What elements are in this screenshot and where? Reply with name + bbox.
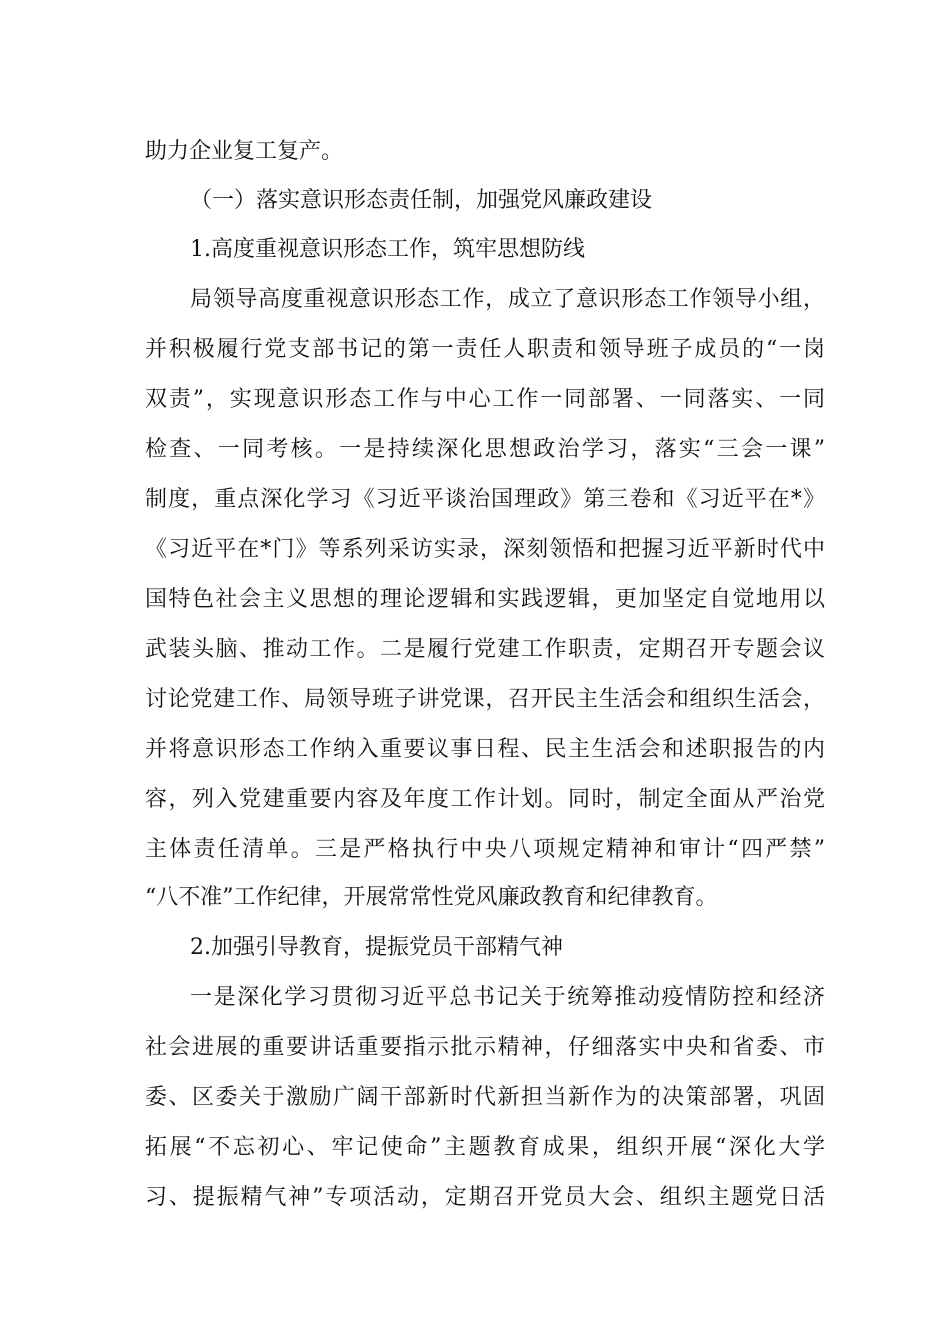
paragraph-line: 武装头脑、推动工作。二是履行党建工作职责，定期召开专题会议: [145, 637, 825, 662]
paragraph-line: 习、提振精气神”专项活动，定期召开党员大会、组织主题党日活: [145, 1185, 825, 1210]
paragraph-line: 一是深化学习贯彻习近平总书记关于统筹推动疫情防控和经济: [190, 985, 825, 1010]
subsection-heading: 2.加强引导教育，提振党员干部精气神: [190, 935, 563, 960]
paragraph-line: 《习近平在*门》等系列采访实录，深刻领悟和把握习近平新时代中: [145, 537, 825, 562]
paragraph-line: 主体责任清单。三是严格执行中央八项规定精神和审计“四严禁”: [145, 837, 825, 862]
paragraph-line: 局领导高度重视意识形态工作，成立了意识形态工作领导小组，: [190, 287, 825, 312]
paragraph-line: 检查、一同考核。一是持续深化思想政治学习，落实“三会一课”: [145, 437, 825, 462]
paragraph-line: 国特色社会主义思想的理论逻辑和实践逻辑，更加坚定自觉地用以: [145, 587, 825, 612]
paragraph-line: 社会进展的重要讲话重要指示批示精神，仔细落实中央和省委、市: [145, 1035, 825, 1060]
subsection-heading: 1.高度重视意识形态工作，筑牢思想防线: [190, 237, 585, 262]
paragraph-line: “八不准”工作纪律，开展常常性党风廉政教育和纪律教育。: [145, 885, 718, 910]
paragraph-line: 双责”，实现意识形态工作与中心工作一同部署、一同落实、一同: [145, 387, 825, 412]
paragraph-line: 并将意识形态工作纳入重要议事日程、民主生活会和述职报告的内: [145, 737, 825, 762]
paragraph-line: 讨论党建工作、局领导班子讲党课，召开民主生活会和组织生活会，: [145, 687, 825, 712]
section-heading: （一）落实意识形态责任制，加强党风廉政建设: [190, 188, 653, 213]
paragraph-line: 并积极履行党支部书记的第一责任人职责和领导班子成员的“一岗: [145, 337, 825, 362]
paragraph-line: 拓展“不忘初心、牢记使命”主题教育成果，组织开展“深化大学: [145, 1135, 825, 1160]
paragraph-line: 委、区委关于激励广阔干部新时代新担当新作为的决策部署，巩固: [145, 1085, 825, 1110]
paragraph-line: 助力企业复工复产。: [145, 139, 344, 164]
paragraph-line: 容，列入党建重要内容及年度工作计划。同时，制定全面从严治党: [145, 787, 825, 812]
paragraph-line: 制度，重点深化学习《习近平谈治国理政》第三卷和《习近平在*》: [145, 487, 825, 512]
